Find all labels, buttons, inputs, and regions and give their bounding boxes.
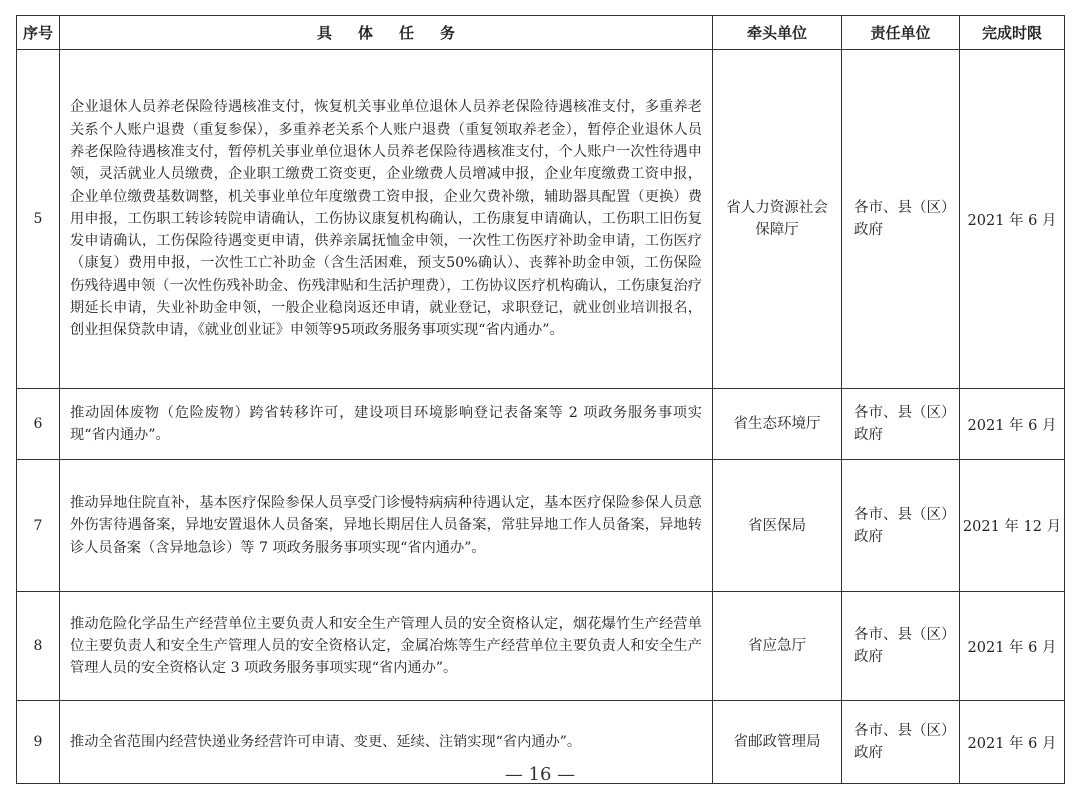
table-row	[17, 460, 1065, 592]
row-number: 8	[17, 592, 60, 701]
row-number: 5	[17, 50, 60, 389]
table-row	[17, 592, 1065, 701]
row-lead-unit: 省人力资源社会保障厅	[713, 50, 842, 389]
header-task: 具体任务	[60, 16, 713, 50]
row-deadline: 2021 年 6 月	[960, 389, 1065, 460]
row-responsible-unit: 各市、县（区）政府	[842, 592, 960, 701]
table-header-row	[17, 16, 1065, 50]
row-task: 推动全省范围内经营快递业务经营许可申请、变更、延续、注销实现“省内通办”。	[60, 701, 713, 784]
row-responsible-unit: 各市、县（区）政府	[842, 50, 960, 389]
row-task: 推动异地住院直补，基本医疗保险参保人员享受门诊慢特病病种待遇认定，基本医疗保险参保人员意外伤害待遇备案，异地安置退休人员备案，异地长期居住人员备案，常驻异地工作人员备案，异地转诊人员备案（含异地急诊）等 7 项政务服务事项实现“省内通办”。	[60, 460, 713, 592]
row-responsible-unit: 各市、县（区）政府	[842, 701, 960, 784]
table-row	[17, 50, 1065, 389]
page-number: — 16 —	[504, 764, 576, 785]
header-no: 序号	[17, 16, 60, 50]
task-table	[16, 15, 1065, 784]
row-deadline: 2021 年 12 月	[960, 460, 1065, 592]
row-responsible-unit: 各市、县（区）政府	[842, 460, 960, 592]
table-row	[17, 389, 1065, 460]
row-number: 9	[17, 701, 60, 784]
row-task: 企业退休人员养老保险待遇核准支付，恢复机关事业单位退休人员养老保险待遇核准支付，多重养老关系个人账户退费（重复参保），多重养老关系个人账户退费（重复领取养老金），暂停企业退休人员养老保险待遇核准支付，暂停机关事业单位退休人员养老保险待遇核准支付，个人账户一次性待遇申领，灵活就业人员缴费，企业职工缴费工资变更，企业缴费人员增减申报，企业年度缴费工资申报，企业单位缴费基数调整，机关事业单位年度缴费工资申报，企业欠费补缴，辅助器具配置（更换）费用申报，工伤职工转诊转院申请确认，工伤协议康复机构确认，工伤康复申请确认，工伤职工旧伤复发申请确认，工伤保险待遇变更申请，供养亲属抚恤金申领，一次性工伤医疗补助金申请，工伤医疗（康复）费用申报，一次性工亡补助金（含生活困难，预支50%确认）、丧葬补助金申领，工伤保险伤残待遇申领（一次性伤残补助金、伤残津贴和生活护理费），工伤协议医疗机构确认，工伤康复治疗期延长申请，失业补助金申领，一般企业稳岗返还申请，就业登记，求职登记，就业创业培训报名，创业担保贷款申请，《就业创业证》申领等95项政务服务事项实现“省内通办”。	[60, 50, 713, 389]
row-deadline: 2021 年 6 月	[960, 592, 1065, 701]
row-lead-unit: 省医保局	[713, 460, 842, 592]
row-task: 推动固体废物（危险废物）跨省转移许可，建设项目环境影响登记表备案等 2 项政务服务事项实现“省内通办”。	[60, 389, 713, 460]
row-task: 推动危险化学品生产经营单位主要负责人和安全生产管理人员的安全资格认定，烟花爆竹生产经营单位主要负责人和安全生产管理人员的安全资格认定，金属冶炼等生产经营单位主要负责人和安全生产管理人员的安全资格认定 3 项政务服务事项实现“省内通办”。	[60, 592, 713, 701]
row-responsible-unit: 各市、县（区）政府	[842, 389, 960, 460]
header-lead: 牵头单位	[713, 16, 842, 50]
row-number: 6	[17, 389, 60, 460]
row-lead-unit: 省生态环境厅	[713, 389, 842, 460]
row-deadline: 2021 年 6 月	[960, 50, 1065, 389]
document-page	[16, 15, 1064, 784]
header-responsible: 责任单位	[842, 16, 960, 50]
header-deadline: 完成时限	[960, 16, 1065, 50]
row-lead-unit: 省应急厅	[713, 592, 842, 701]
row-deadline: 2021 年 6 月	[960, 701, 1065, 784]
row-number: 7	[17, 460, 60, 592]
row-lead-unit: 省邮政管理局	[713, 701, 842, 784]
